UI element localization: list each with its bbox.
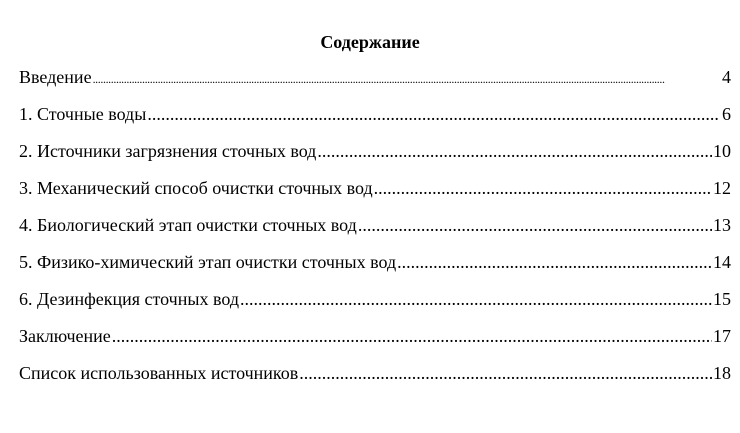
toc-entry bbox=[19, 214, 731, 251]
toc-entry-label: 1. Сточные воды bbox=[19, 104, 147, 124]
toc-entry-page: 6 bbox=[722, 104, 731, 124]
toc-entry-page: 14 bbox=[713, 252, 731, 272]
toc-entry bbox=[19, 103, 731, 140]
toc-entry-label: 4. Биологический этап очистки сточных вод bbox=[19, 215, 357, 235]
toc-dot-leader bbox=[299, 362, 712, 384]
toc-dot-leader bbox=[147, 103, 718, 125]
toc-dot-leader bbox=[358, 214, 712, 236]
toc-dot-leader bbox=[112, 325, 712, 347]
toc-entry-label: Введение bbox=[19, 67, 92, 87]
toc-entry bbox=[19, 288, 731, 325]
toc-dot-leader bbox=[317, 140, 712, 162]
toc-entry-page: 17 bbox=[713, 326, 731, 346]
toc-entry bbox=[19, 140, 731, 177]
toc-heading-text: Содержание bbox=[320, 32, 420, 52]
toc-dot-leader bbox=[240, 288, 712, 310]
toc-entry-page: 13 bbox=[713, 215, 731, 235]
toc-entry bbox=[19, 251, 731, 288]
toc-entry-page: 12 bbox=[713, 178, 731, 198]
toc-entry-label: Список использованных источников bbox=[19, 363, 299, 383]
toc-entry-label: 6. Дезинфекция сточных вод bbox=[19, 289, 239, 309]
toc-list bbox=[19, 66, 731, 399]
toc-entry-page: 15 bbox=[713, 289, 731, 309]
toc-entry-page: 4 bbox=[722, 67, 731, 87]
toc-entry-page: 10 bbox=[713, 141, 731, 161]
toc-entry bbox=[19, 177, 731, 214]
toc-entry bbox=[19, 362, 731, 399]
toc-entry bbox=[19, 325, 731, 362]
toc-entry-label: Заключение bbox=[19, 326, 111, 346]
toc-dot-leader bbox=[93, 68, 718, 90]
toc-entry-label: 2. Источники загрязнения сточных вод bbox=[19, 141, 317, 161]
toc-entry-page: 18 bbox=[713, 363, 731, 383]
toc-entry-label: 3. Механический способ очистки сточных вод bbox=[19, 178, 373, 198]
toc-dot-leader bbox=[374, 177, 712, 199]
toc-dot-leader bbox=[397, 251, 712, 273]
toc-heading bbox=[0, 31, 740, 53]
toc-entry bbox=[19, 66, 731, 103]
toc-entry-label: 5. Физико-химический этап очистки сточных вод bbox=[19, 252, 397, 272]
